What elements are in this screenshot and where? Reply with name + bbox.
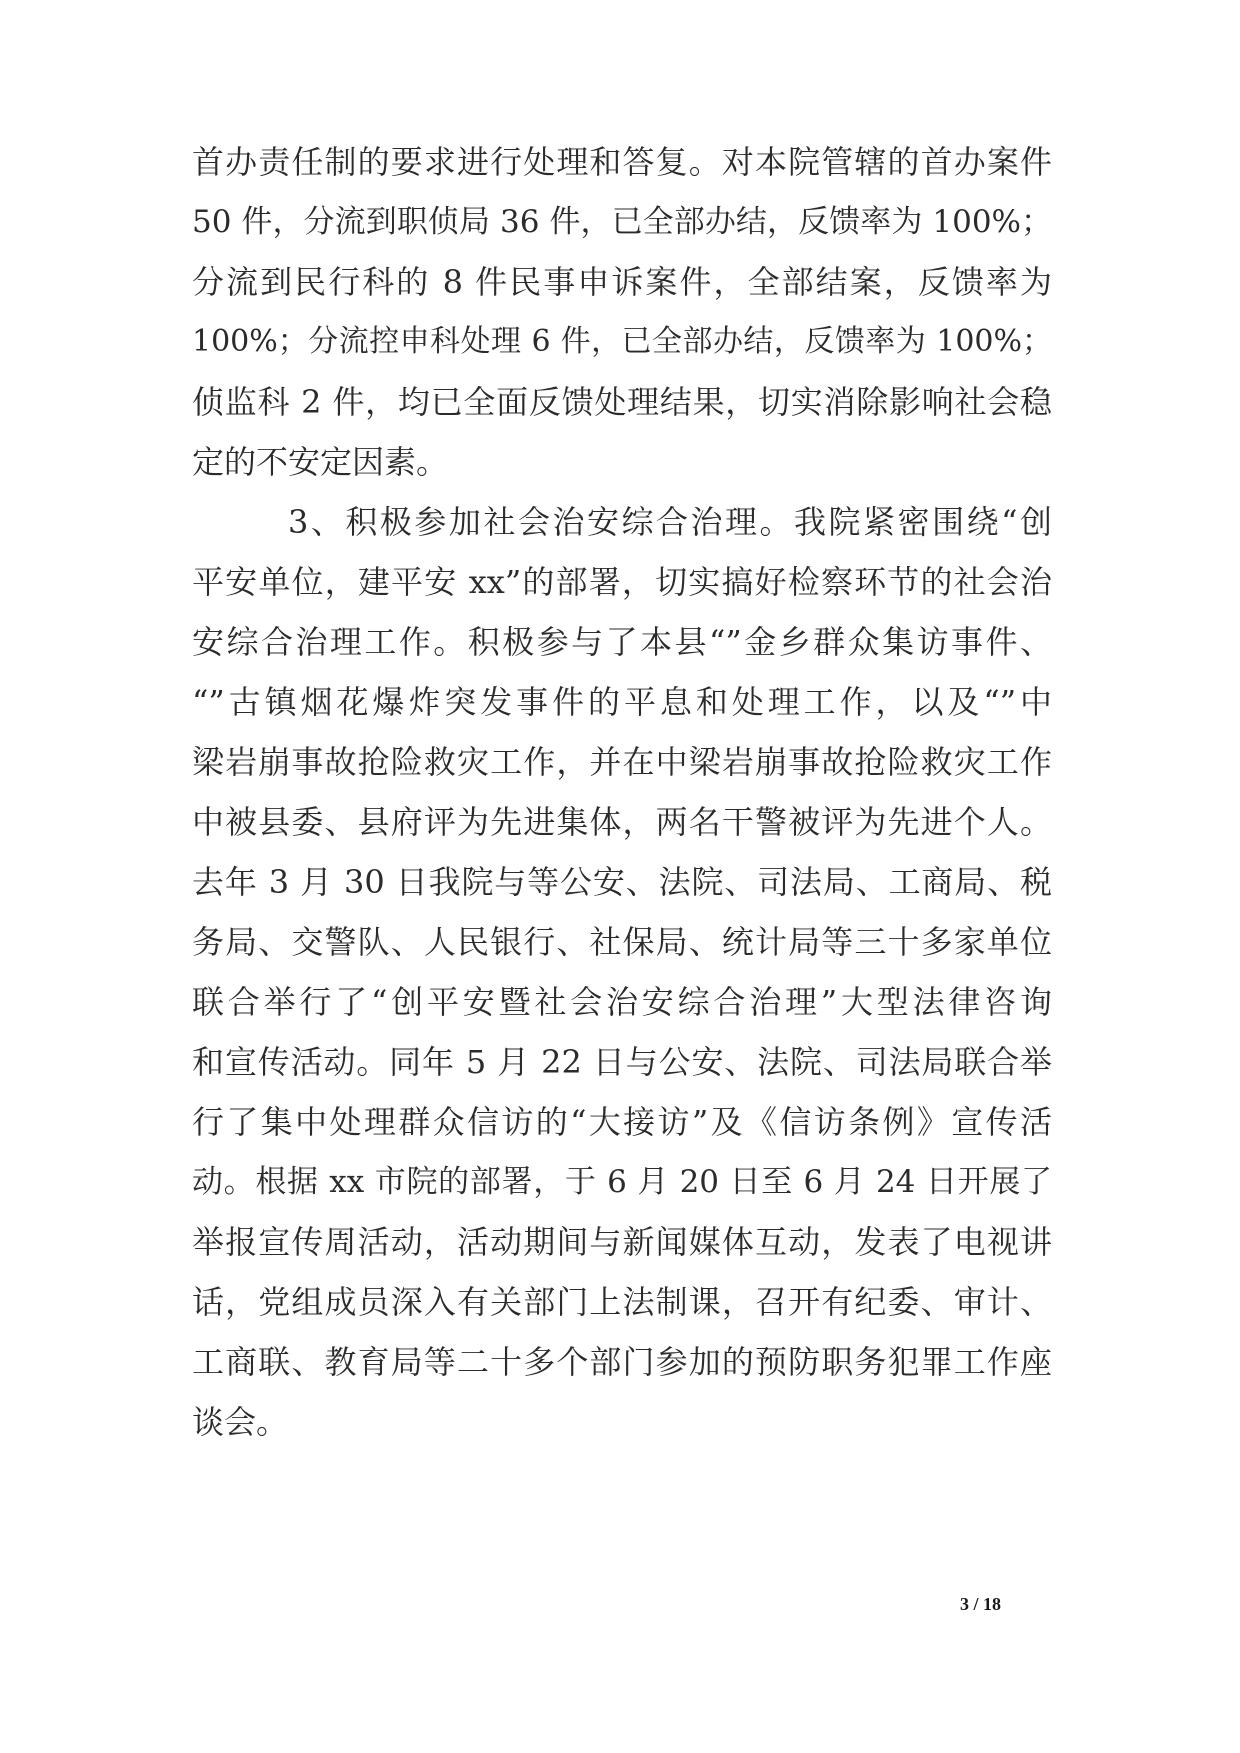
paragraph-line: 100%；分流控申科处理 6 件，已全部办结，反馈率为 100%； — [192, 324, 1052, 359]
paragraph-line: 谈会。 — [192, 1403, 289, 1441]
paragraph-line: 3、积极参加社会治安综合治理。我院紧密围绕“创 — [288, 503, 1052, 541]
paragraph-line: 中被县委、县府评为先进集体，两名干警被评为先进个人。 — [192, 803, 1052, 841]
paragraph-line: 定的不安定因素。 — [192, 443, 449, 481]
paragraph-line: “”古镇烟花爆炸突发事件的平息和处理工作，以及“”中 — [192, 683, 1052, 721]
page-number: 3 / 18 — [960, 1594, 1002, 1614]
paragraph-line: 行了集中处理群众信访的“大接访”及《信访条例》宣传活 — [192, 1103, 1052, 1141]
paragraph-line: 举报宣传周活动，活动期间与新闻媒体互动，发表了电视讲 — [192, 1223, 1052, 1261]
paragraph-line: 动。根据 xx 市院的部署，于 6 月 20 日至 6 月 24 日开展了 — [192, 1164, 1052, 1200]
paragraph-line: 安综合治理工作。积极参与了本县“”金乡群众集访事件、 — [192, 623, 1052, 661]
paragraph-line: 联合举行了“创平安暨社会治安综合治理”大型法律咨询 — [192, 983, 1052, 1021]
paragraph-line: 和宣传活动。同年 5 月 22 日与公安、法院、司法局联合举 — [192, 1043, 1052, 1081]
paragraph-line: 工商联、教育局等二十多个部门参加的预防职务犯罪工作座 — [192, 1343, 1052, 1381]
paragraph-line: 去年 3 月 30 日我院与等公安、法院、司法局、工商局、税 — [192, 863, 1052, 901]
paragraph-line: 50 件，分流到职侦局 36 件，已全部办结，反馈率为 100%； — [192, 204, 1052, 240]
paragraph-line: 分流到民行科的 8 件民事申诉案件，全部结案，反馈率为 — [192, 263, 1052, 301]
paragraph-line: 梁岩崩事故抢险救灾工作，并在中梁岩崩事故抢险救灾工作 — [192, 743, 1052, 781]
paragraph-line: 话，党组成员深入有关部门上法制课，召开有纪委、审计、 — [192, 1283, 1052, 1321]
paragraph-line: 首办责任制的要求进行处理和答复。对本院管辖的首办案件 — [192, 143, 1052, 181]
paragraph-line: 侦监科 2 件，均已全面反馈处理结果，切实消除影响社会稳 — [192, 383, 1052, 421]
paragraph-line: 务局、交警队、人民银行、社保局、统计局等三十多家单位 — [192, 923, 1052, 961]
paragraph-line: 平安单位，建平安 xx”的部署，切实搞好检察环节的社会治 — [192, 563, 1052, 601]
